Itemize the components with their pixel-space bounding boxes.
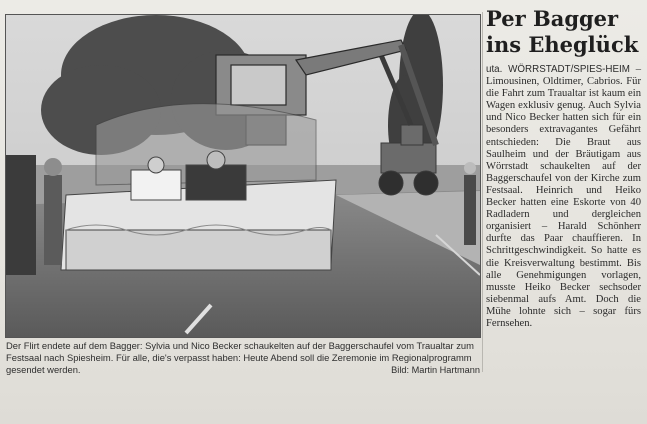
headline-line-2: ins Eheglück <box>486 32 639 57</box>
headline-line-1: Per Bagger <box>486 6 619 31</box>
article-body <box>486 64 641 330</box>
photo-credit: Bild: Martin Hartmann <box>391 365 480 375</box>
photo-caption: Der Flirt endete auf dem Bagger: Sylvia und Nico Becker schaukelten auf der Baggerschaufel vom Traualtar zum Festsaal nach Spiesheim. Für alle, die's verpasst haben: Heute Abend soll die Zeremonie im Regionalprogramm gesendet werden. <box>6 340 474 375</box>
excavator-wedding-photo <box>6 15 480 337</box>
bleed-through-text <box>8 0 478 14</box>
photo-caption-block <box>6 340 480 376</box>
article-dateline: uta. WÖRRSTADT/SPIES-HEIM <box>486 64 630 75</box>
article-headline <box>486 6 641 58</box>
spectator-edge <box>6 155 36 275</box>
article-text: – Limousinen, Oldtimer, Cabrios. Für die Fahrt zum Traualtar ist kaum ein Wagen exklusiv genug. Auch Sylvia und Nico Becker hatten sich für ein besonders extravagantes Gefährt entschieden: Die Braut aus Saulheim und der Bräutigam aus Wörrstadt schaukelten auf der Baggerschaufel von der Kirche zum Festsaal. Heinrich und Heiko Becker hatten eine Eskorte von 40 Radladern und dergleichen organisiert – Harald Schönherr durfte das Paar chauffieren. In Schrittgeschwindigkeit. So hatte es die Kreisverwaltung bestimmt. Bis alle Genehmigungen vorlagen, musste Heiko Becker sechsoder siebenmal aufs Amt. Doch die Mühe lohnte sich – sogar fürs Fernsehen. <box>486 64 641 329</box>
news-photo <box>5 14 481 338</box>
article-column <box>486 6 641 330</box>
column-divider <box>482 12 483 372</box>
